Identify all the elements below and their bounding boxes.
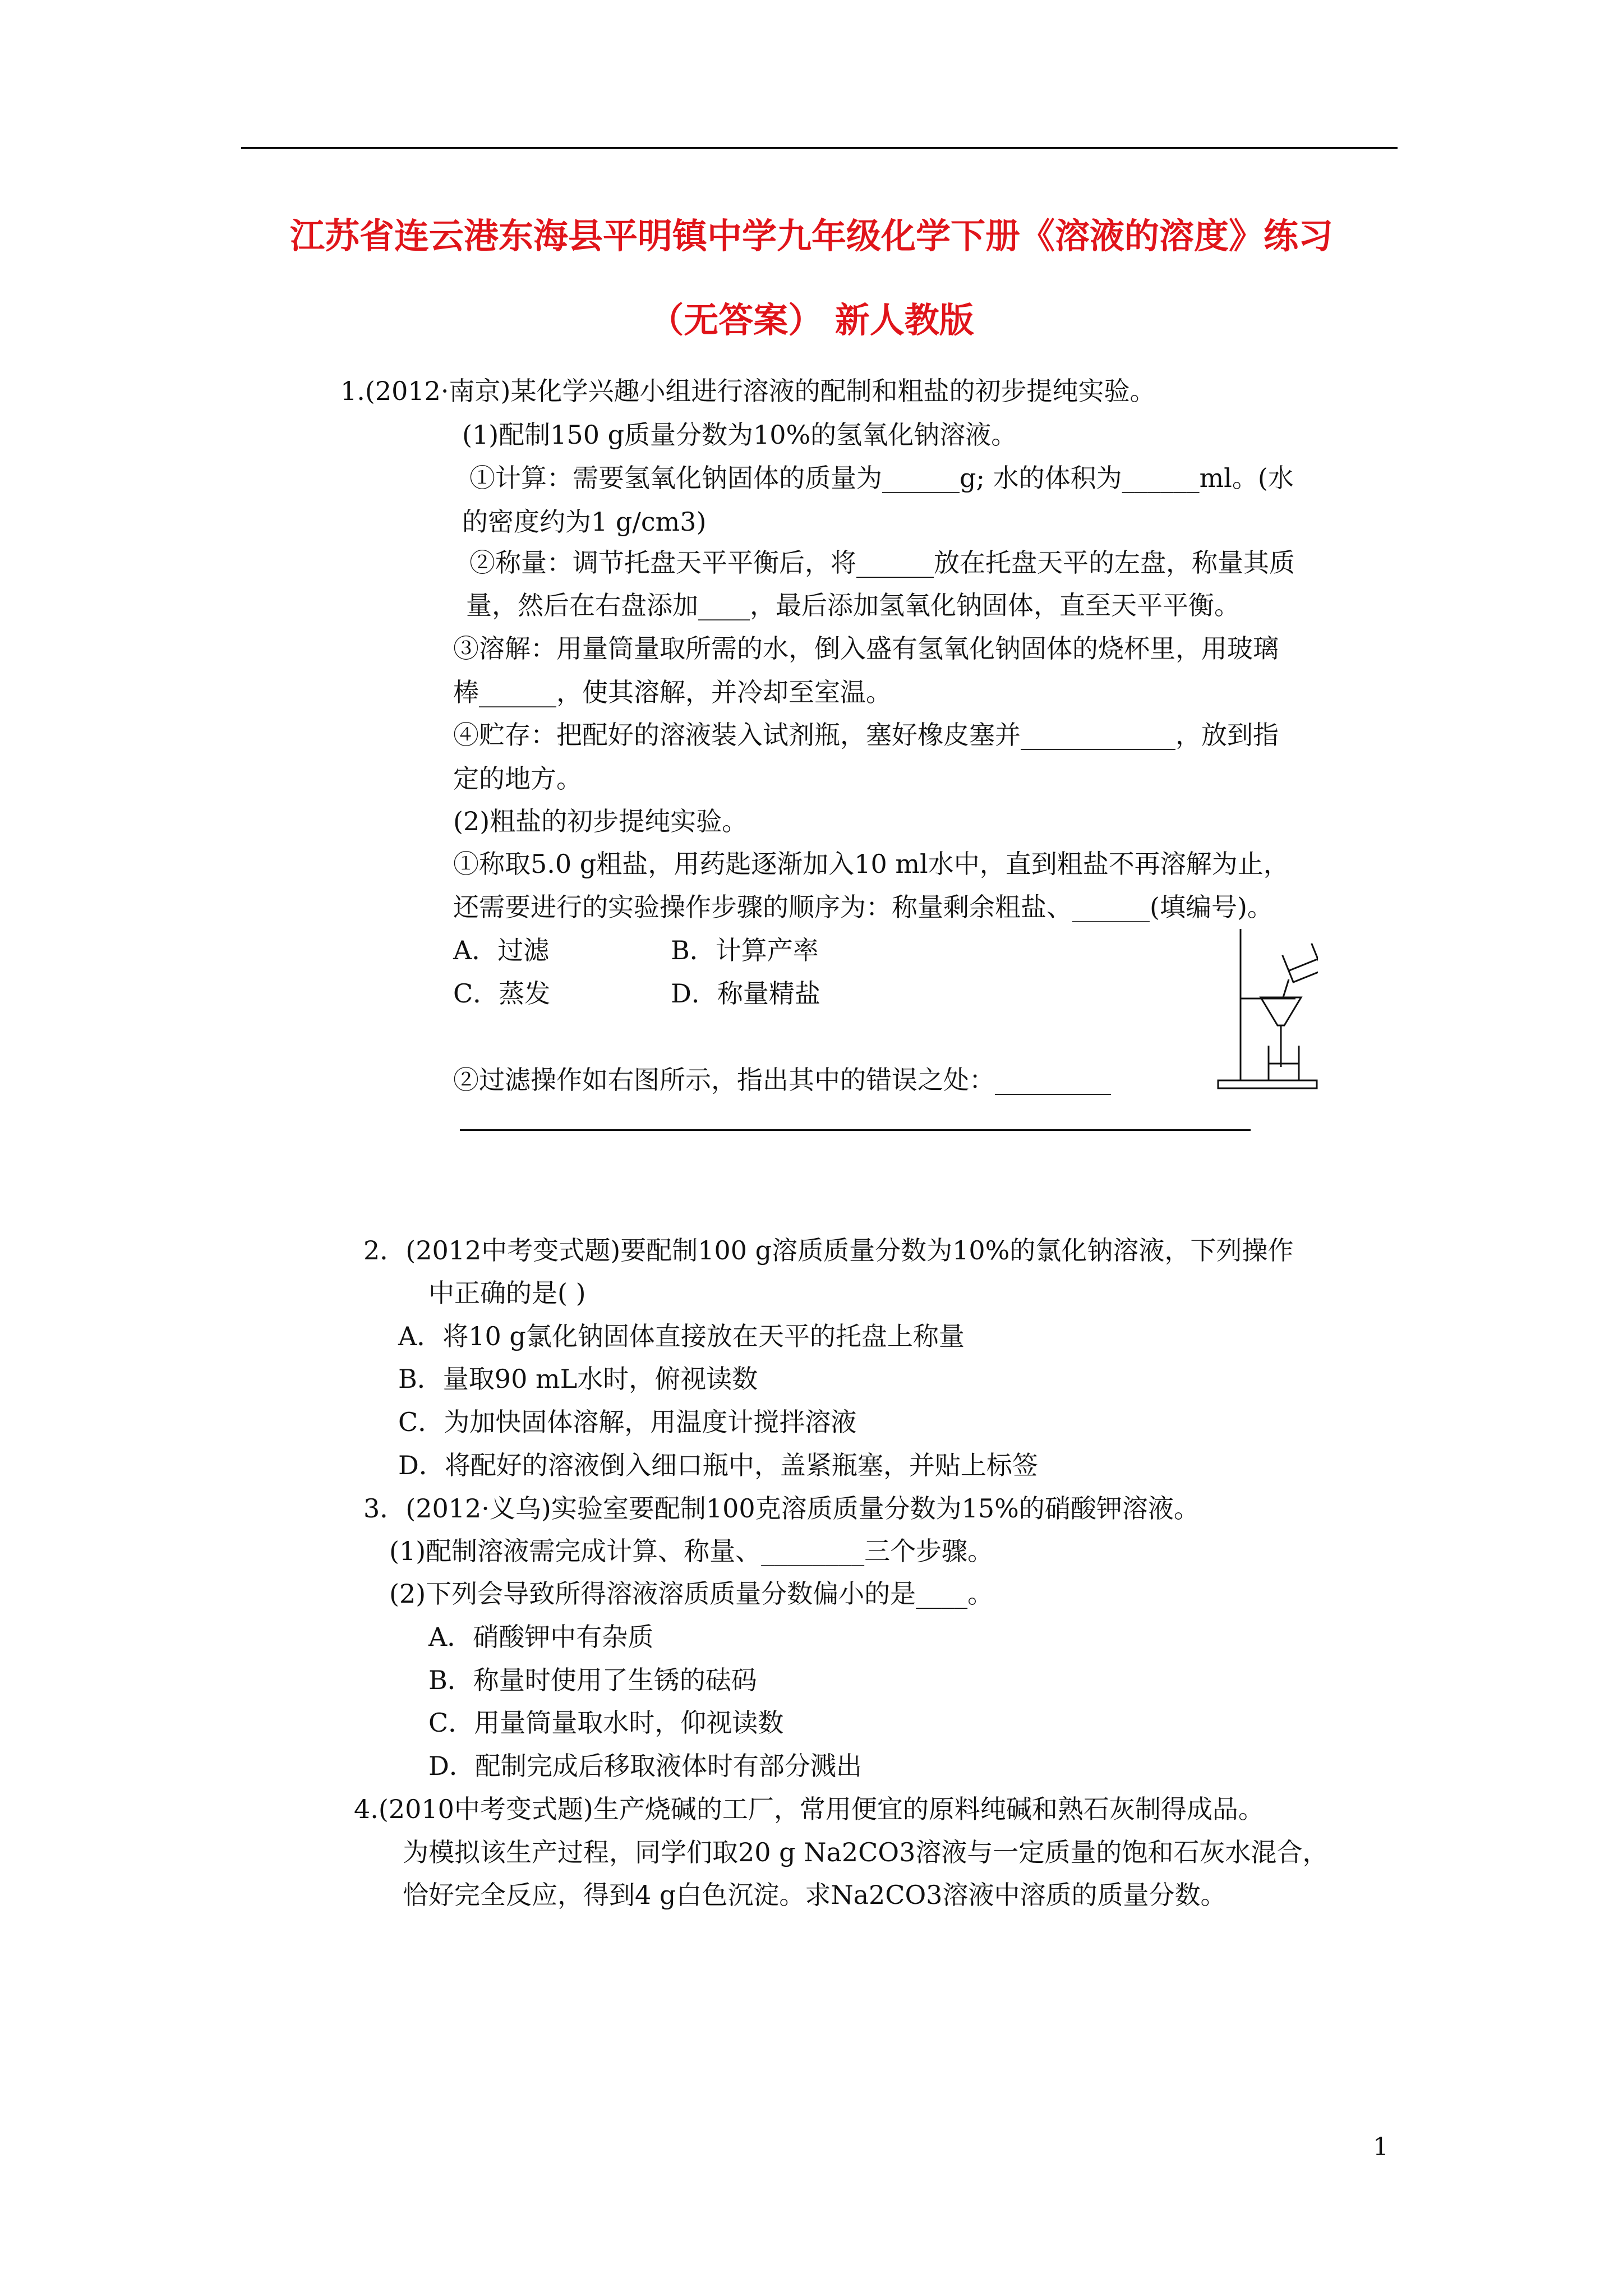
q3-option-c: C．用量筒量取水时，仰视读数 bbox=[428, 1708, 784, 1738]
page-title-line1: 江苏省连云港东海县平明镇中学九年级化学下册《溶液的溶度》练习 bbox=[289, 215, 1333, 256]
q2-option-a: A．将10 g氯化钠固体直接放在天平的托盘上称量 bbox=[398, 1321, 965, 1351]
q3-option-b: B．称量时使用了生锈的砝码 bbox=[428, 1665, 757, 1695]
q1-step-weigh-cont: 量，然后在右盘添加____，最后添加氢氧化钠固体，直至天平平衡。 bbox=[466, 590, 1240, 620]
q3-stem: 3．(2012·义乌)实验室要配制100克溶质质量分数为15%的硝酸钾溶液。 bbox=[363, 1493, 1200, 1524]
q3-part1: (1)配制溶液需完成计算、称量、________三个步骤。 bbox=[389, 1536, 994, 1566]
q2-option-b: B．量取90 mL水时，俯视读数 bbox=[398, 1364, 758, 1394]
q1-step-weigh: ②称量：调节托盘天平平衡后，将______放在托盘天平的左盘，称量其质 bbox=[469, 547, 1295, 578]
q4-stem-cont1: 为模拟该生产过程，同学们取20 g Na2CO3溶液与一定质量的饱和石灰水混合， bbox=[403, 1837, 1329, 1867]
q1-step-store: ④贮存：把配好的溶液装入试剂瓶，塞好橡皮塞并____________，放到指 bbox=[453, 720, 1279, 750]
q1-step-store-cont: 定的地方。 bbox=[453, 763, 582, 794]
q1-step-calc-cont: 的密度约为1 g/cm3) bbox=[462, 507, 707, 537]
q1-stem: 1.(2012·南京)某化学兴趣小组进行溶液的配制和粗盐的初步提纯实验。 bbox=[340, 376, 1156, 406]
q1-option-c: C．蒸发 bbox=[453, 978, 551, 1009]
q1-part2-step1: ①称取5.0 g粗盐，用药匙逐渐加入10 ml水中，直到粗盐不再溶解为止， bbox=[453, 849, 1289, 879]
q1-step-calc: ①计算：需要氢氧化钠固体的质量为______g; 水的体积为______ml。(水 bbox=[469, 463, 1294, 493]
q4-stem: 4.(2010中考变式题)生产烧碱的工厂，常用便宜的原料纯碱和熟石灰制得成品。 bbox=[354, 1794, 1264, 1824]
q1-part2-step1-cont: 还需要进行的实验操作步骤的顺序为：称量剩余粗盐、______(填编号)。 bbox=[453, 892, 1273, 922]
q1-option-b: B．计算产率 bbox=[671, 935, 819, 965]
q1-step-dissolve-cont: 棒______，使其溶解，并冷却至室温。 bbox=[453, 677, 892, 707]
q1-step-dissolve: ③溶解：用量筒量取所需的水，倒入盛有氢氧化钠固体的烧杯里，用玻璃 bbox=[453, 633, 1279, 664]
q3-option-d: D．配制完成后移取液体时有部分溅出 bbox=[428, 1751, 862, 1781]
q3-part2: (2)下列会导致所得溶液溶质质量分数偏小的是____。 bbox=[389, 1579, 994, 1609]
q2-option-c: C．为加快固体溶解，用温度计搅拌溶液 bbox=[398, 1407, 857, 1437]
answer-blank-line bbox=[460, 1129, 1251, 1131]
page-number: 1 bbox=[1373, 2133, 1389, 2161]
q1-part2-step2: ②过滤操作如右图所示，指出其中的错误之处：_________ bbox=[453, 1065, 1111, 1095]
q1-option-d: D．称量精盐 bbox=[671, 978, 820, 1009]
q2-option-d: D．将配好的溶液倒入细口瓶中，盖紧瓶塞，并贴上标签 bbox=[398, 1450, 1038, 1480]
page-title-line2: （无答案） 新人教版 bbox=[649, 300, 974, 341]
q1-option-a: A．过滤 bbox=[453, 935, 550, 965]
filtration-apparatus-figure bbox=[1217, 926, 1318, 1094]
q1-part1: (1)配制150 g质量分数为10%的氢氧化钠溶液。 bbox=[462, 420, 1017, 450]
q3-option-a: A．硝酸钾中有杂质 bbox=[428, 1622, 654, 1652]
q1-part2: (2)粗盐的初步提纯实验。 bbox=[453, 806, 748, 836]
header-rule bbox=[241, 147, 1398, 149]
q4-stem-cont2: 恰好完全反应，得到4 g白色沉淀。求Na2CO3溶液中溶质的质量分数。 bbox=[403, 1880, 1227, 1910]
q2-stem: 2．(2012中考变式题)要配制100 g溶质质量分数为10%的氯化钠溶液，下列操作 bbox=[363, 1235, 1294, 1266]
q2-stem-cont: 中正确的是( ) bbox=[428, 1278, 586, 1308]
